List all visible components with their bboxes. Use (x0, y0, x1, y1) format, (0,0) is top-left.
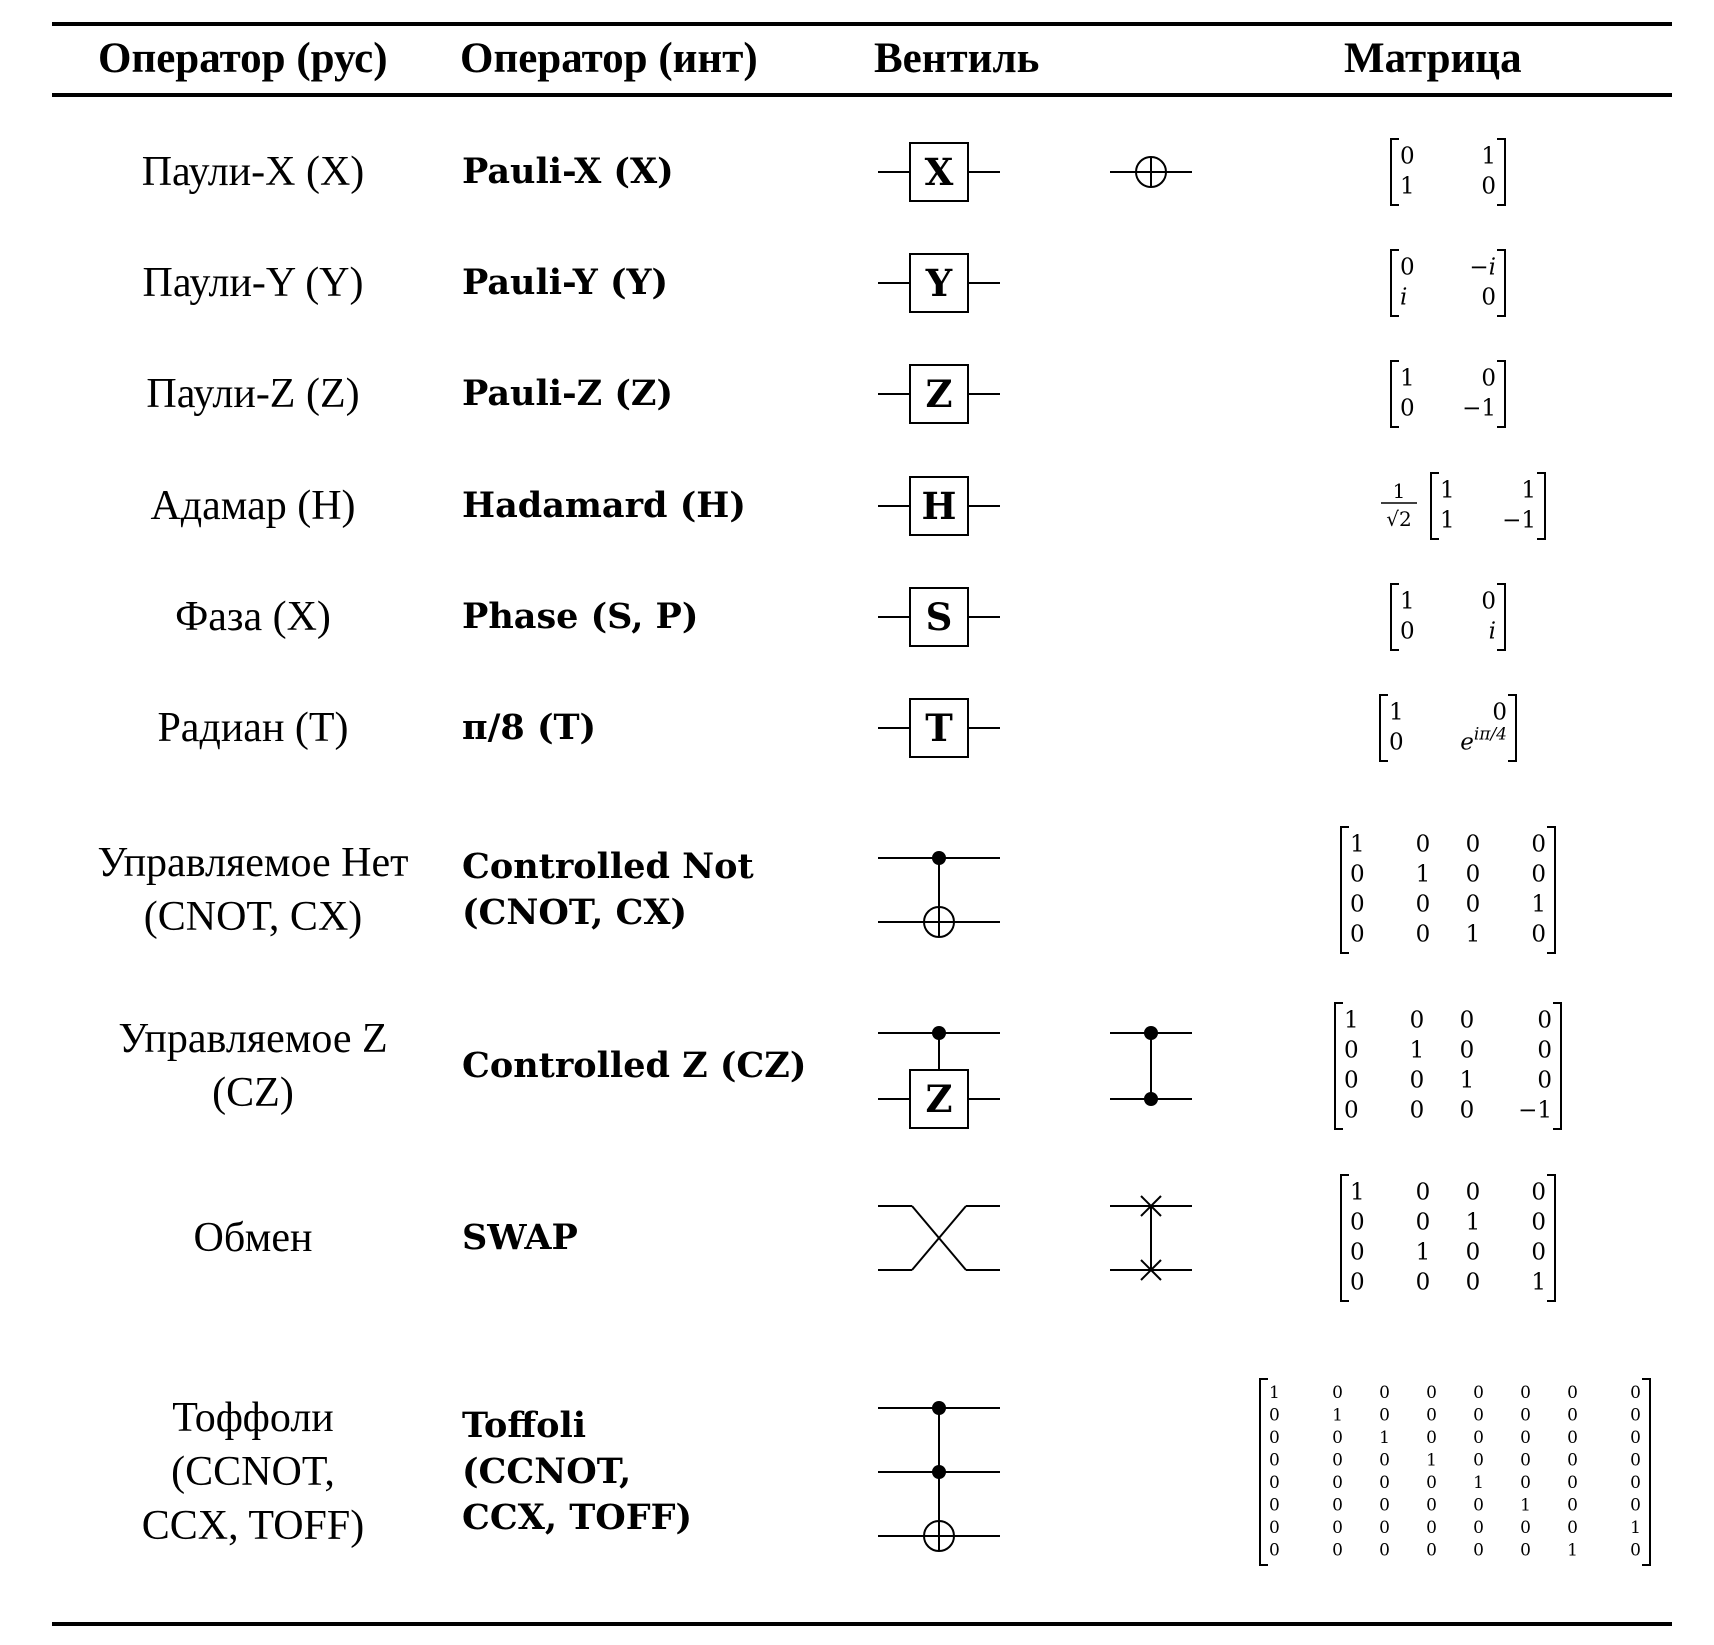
matrix-cell: 0 (1473, 1428, 1484, 1449)
matrix-cell: 1 (1332, 1405, 1343, 1426)
operator-int-line: Pauli-Y (Y) (462, 262, 669, 303)
operator-int-line: Controlled Z (CZ) (462, 1045, 807, 1086)
prefactor-denominator: √2 (1386, 507, 1412, 531)
matrix-cell: 1 (1521, 477, 1536, 504)
matrix-cell: 0 (1350, 861, 1365, 888)
matrix-cell: 1 (1344, 1007, 1359, 1034)
matrix-cell: 1 (1426, 1450, 1437, 1471)
matrix-cell: 1 (1531, 1269, 1546, 1296)
matrix-cell: 0 (1492, 699, 1507, 726)
matrix-cell: 0 (1415, 891, 1431, 918)
control-dot (932, 1465, 946, 1479)
gate-label: Y (925, 261, 953, 305)
matrix-cell: 0 (1567, 1450, 1578, 1471)
matrix-cell: 0 (1520, 1405, 1531, 1426)
operator-ru-line: Паули-Y (Y) (142, 260, 364, 306)
matrix-cell: 1 (1350, 1179, 1365, 1206)
matrix-cell: −i (1469, 254, 1496, 281)
matrix-cell: 0 (1630, 1428, 1641, 1449)
matrix-cell: 0 (1332, 1428, 1343, 1449)
matrix-cell: 0 (1481, 365, 1496, 392)
matrix (1391, 250, 1505, 316)
matrix-cell: 0 (1481, 588, 1496, 615)
alt-gate-cz (1110, 1026, 1192, 1106)
matrix-cell: 0 (1332, 1518, 1343, 1539)
gate-box (878, 365, 1000, 423)
matrix-cell: 0 (1350, 1269, 1365, 1296)
operator-ru-line: Радиан (T) (157, 705, 349, 751)
left-bracket (1260, 1379, 1268, 1565)
alt-gate-swap (1110, 1196, 1192, 1280)
matrix-cell: 0 (1379, 1495, 1390, 1516)
matrix-cell: 0 (1332, 1540, 1343, 1561)
matrix-cell: 0 (1630, 1540, 1641, 1561)
matrix-cell: 0 (1630, 1495, 1641, 1516)
left-bracket (1391, 250, 1399, 316)
operator-int-line: (CCNOT, (462, 1451, 632, 1492)
matrix-cell: $e^{i\pi/4}$ (1460, 724, 1507, 756)
matrix (1391, 139, 1505, 205)
gate-label: Z (925, 372, 953, 416)
matrix-cell: 0 (1426, 1495, 1437, 1516)
matrix-cell: 0 (1332, 1450, 1343, 1471)
operator-ru-line: (CZ) (212, 1070, 294, 1116)
matrix-cell: 0 (1481, 284, 1496, 311)
matrix-cell: 0 (1379, 1518, 1390, 1539)
matrix-cell: 0 (1409, 1067, 1425, 1094)
matrix-cell: 1 (1459, 1067, 1475, 1094)
matrix-cell: 1 (1567, 1540, 1578, 1561)
matrix-cell: 0 (1389, 729, 1404, 756)
matrix-cell: 0 (1465, 1239, 1481, 1266)
right-bracket (1547, 1175, 1555, 1301)
matrix-cell: 1 (1473, 1473, 1484, 1494)
operator-int-line: Phase (S, P) (462, 596, 699, 637)
matrix-cell: 0 (1269, 1473, 1280, 1494)
matrix-cell: 1 (1415, 861, 1431, 888)
matrix-cell: 0 (1481, 173, 1496, 200)
gate-box (878, 588, 1000, 646)
matrix-cell: 1 (1465, 921, 1481, 948)
matrix-cell: 0 (1332, 1383, 1343, 1404)
right-bracket (1547, 827, 1555, 953)
gate-box (910, 254, 968, 312)
gate-box (910, 1070, 968, 1128)
header-matrix: Матрица (1344, 35, 1522, 82)
operator-int-line: π/8 (T) (462, 707, 597, 748)
control-dot (932, 851, 946, 865)
gate-toffoli (878, 1401, 1000, 1551)
matrix-cell: 0 (1630, 1405, 1641, 1426)
matrix-cell: 0 (1350, 1239, 1365, 1266)
gate-label: H (921, 484, 957, 528)
target-icon (1136, 157, 1166, 187)
matrix-cell: 0 (1426, 1428, 1437, 1449)
matrix-cell: 0 (1465, 1179, 1481, 1206)
matrix-cell: 1 (1415, 1239, 1431, 1266)
matrix-cell: 0 (1537, 1007, 1552, 1034)
right-bracket (1537, 473, 1545, 539)
operator-ru-line: Паули-Z (Z) (146, 371, 360, 417)
operator-int-line: Controlled Not (462, 846, 754, 887)
matrix-cell: 0 (1567, 1495, 1578, 1516)
left-bracket (1335, 1003, 1343, 1129)
matrix-cell: 0 (1400, 618, 1415, 645)
matrix-cell: 0 (1531, 1209, 1546, 1236)
matrix-cell: 0 (1426, 1473, 1437, 1494)
operator-ru-line: Фаза (X) (175, 594, 331, 640)
operator-ru-line: (CCNOT, (171, 1449, 335, 1495)
matrix-cell: 0 (1520, 1473, 1531, 1494)
matrix-cell: 1 (1400, 588, 1415, 615)
matrix (1391, 361, 1505, 427)
control-dot (1144, 1092, 1158, 1106)
matrix (1341, 827, 1555, 953)
matrix-cell: 1 (1465, 1209, 1481, 1236)
gate-box (910, 365, 968, 423)
matrix (1380, 695, 1516, 761)
left-bracket (1380, 695, 1388, 761)
matrix-cell: 0 (1465, 861, 1481, 888)
matrix-cell: 0 (1379, 1473, 1390, 1494)
right-bracket (1497, 139, 1505, 205)
matrix-cell: 0 (1400, 395, 1415, 422)
operator-int-line: SWAP (462, 1217, 578, 1258)
matrix-cell: 0 (1415, 1179, 1431, 1206)
left-bracket (1341, 827, 1349, 953)
matrix-cell: 0 (1465, 1269, 1481, 1296)
matrix-cell: 0 (1630, 1383, 1641, 1404)
matrix-cell: 0 (1567, 1405, 1578, 1426)
operator-int-line: CCX, TOFF) (462, 1497, 693, 1538)
gate-box (910, 477, 968, 535)
gate-box (878, 699, 1000, 757)
matrix-cell: 0 (1269, 1540, 1280, 1561)
matrix-cell: 0 (1567, 1383, 1578, 1404)
gate-label: S (925, 595, 953, 639)
matrix-cell: 0 (1426, 1405, 1437, 1426)
matrix-cell: 1 (1379, 1428, 1390, 1449)
matrix-cell: 0 (1630, 1473, 1641, 1494)
matrix-cell: 0 (1415, 831, 1431, 858)
matrix-cell: 0 (1520, 1518, 1531, 1539)
matrix-cell: 1 (1389, 699, 1404, 726)
left-bracket (1431, 473, 1439, 539)
matrix-cell: 0 (1520, 1540, 1531, 1561)
matrix-cell: 0 (1531, 831, 1546, 858)
matrix-cell: 0 (1332, 1473, 1343, 1494)
right-bracket (1497, 584, 1505, 650)
operator-ru-line: Тоффоли (172, 1395, 334, 1441)
matrix-cell: i (1400, 284, 1408, 311)
operator-ru-line: Паули-X (X) (141, 149, 365, 195)
matrix-cell: 1 (1481, 143, 1496, 170)
matrix-cell: 0 (1269, 1428, 1280, 1449)
matrix-cell: 0 (1537, 1037, 1552, 1064)
matrix (1260, 1379, 1650, 1565)
header-operator-ru: Оператор (рус) (98, 35, 388, 82)
matrix-cell: 0 (1531, 861, 1546, 888)
gate-box (878, 143, 1000, 201)
matrix-cell: 0 (1531, 921, 1546, 948)
control-dot (932, 1401, 946, 1415)
matrix-cell: 0 (1379, 1450, 1390, 1471)
matrix-cell: 0 (1567, 1428, 1578, 1449)
gate-box (878, 254, 1000, 312)
gate-label: T (925, 706, 953, 750)
matrix-cell: 0 (1332, 1495, 1343, 1516)
matrix-cell: 1 (1630, 1518, 1641, 1539)
matrix-cell: 0 (1473, 1540, 1484, 1561)
matrix-cell: 0 (1473, 1405, 1484, 1426)
matrix-cell: 0 (1400, 254, 1415, 281)
operator-int-line: Hadamard (H) (462, 485, 746, 526)
operator-ru-line: Управляемое Нет (97, 840, 409, 886)
matrix-cell: 0 (1473, 1450, 1484, 1471)
right-bracket (1642, 1379, 1650, 1565)
matrix-cell: 0 (1520, 1450, 1531, 1471)
operator-int-line: Pauli-Z (Z) (462, 373, 674, 414)
operator-ru-line: Адамар (H) (150, 483, 356, 529)
header-operator-int: Оператор (инт) (460, 35, 758, 82)
alt-gate-target (1110, 157, 1192, 187)
operator-ru-line: (CNOT, CX) (143, 894, 363, 940)
matrix-cell: 1 (1400, 173, 1415, 200)
left-bracket (1391, 139, 1399, 205)
gate-box (910, 143, 968, 201)
target-icon (924, 1521, 954, 1551)
matrix-cell: 0 (1269, 1405, 1280, 1426)
matrix-cell: −1 (1462, 395, 1496, 422)
matrix-cell: 0 (1459, 1097, 1475, 1124)
matrix-cell: 1 (1531, 891, 1546, 918)
matrix-cell: 1 (1400, 365, 1415, 392)
matrix-cell: 0 (1531, 1239, 1546, 1266)
matrix-cell: 0 (1415, 921, 1431, 948)
matrix-cell: 0 (1426, 1383, 1437, 1404)
matrix-cell: 0 (1379, 1405, 1390, 1426)
matrix-cell: 1 (1520, 1495, 1531, 1516)
matrix-cell: 0 (1409, 1007, 1425, 1034)
control-dot (932, 1026, 946, 1040)
right-bracket (1553, 1003, 1561, 1129)
matrix-cell: 1 (1269, 1383, 1280, 1404)
matrix-cell: 0 (1400, 143, 1415, 170)
matrix-cell: 0 (1269, 1450, 1280, 1471)
matrix-cell: 0 (1350, 921, 1365, 948)
matrix-cell: 0 (1473, 1383, 1484, 1404)
matrix-cell: 0 (1269, 1495, 1280, 1516)
matrix (1391, 584, 1505, 650)
matrix-cell: 0 (1465, 891, 1481, 918)
matrix-cell: 1 (1440, 477, 1455, 504)
prefactor-numerator: 1 (1392, 479, 1406, 503)
matrix-cell: 0 (1426, 1518, 1437, 1539)
control-dot (1144, 1026, 1158, 1040)
header-gate: Вентиль (874, 35, 1040, 82)
matrix-cell: 0 (1473, 1518, 1484, 1539)
gate-box (878, 477, 1000, 535)
matrix-cell: 0 (1630, 1450, 1641, 1471)
matrix-cell: 0 (1350, 1209, 1365, 1236)
gate-label: X (924, 150, 954, 194)
matrix-cell: 0 (1350, 891, 1365, 918)
gate-box (910, 588, 968, 646)
matrix-cell: −1 (1518, 1097, 1552, 1124)
right-bracket (1497, 250, 1505, 316)
gate-box (910, 699, 968, 757)
matrix-cell: 0 (1473, 1495, 1484, 1516)
target-icon (924, 907, 954, 937)
operator-int-line: Toffoli (462, 1405, 587, 1446)
matrix-cell: 0 (1415, 1269, 1431, 1296)
matrix-cell: 1 (1409, 1037, 1425, 1064)
operator-ru-line: Обмен (193, 1215, 313, 1261)
matrix-cell: 0 (1567, 1473, 1578, 1494)
matrix-cell: 0 (1344, 1037, 1359, 1064)
matrix-cell: −1 (1502, 507, 1536, 534)
matrix-cell: 1 (1440, 507, 1455, 534)
matrix-cell: 0 (1426, 1540, 1437, 1561)
gate-label: Z (925, 1077, 953, 1121)
operator-ru-line: Управляемое Z (118, 1016, 388, 1062)
matrix-cell: 0 (1269, 1518, 1280, 1539)
matrix-cell: 0 (1531, 1179, 1546, 1206)
left-bracket (1391, 584, 1399, 650)
matrix-cell: 0 (1344, 1067, 1359, 1094)
right-bracket (1508, 695, 1516, 761)
matrix-cell: 0 (1379, 1540, 1390, 1561)
operator-int-line: Pauli-X (X) (462, 151, 674, 192)
matrix-cell: 0 (1567, 1518, 1578, 1539)
matrix-cell: 0 (1465, 831, 1481, 858)
gate-cz (878, 1026, 1000, 1128)
gate-swap (878, 1206, 1000, 1270)
matrix-cell: 0 (1537, 1067, 1552, 1094)
matrix-cell: 0 (1415, 1209, 1431, 1236)
matrix-cell: 0 (1409, 1097, 1425, 1124)
matrix (1341, 1175, 1555, 1301)
operator-int-line: (CNOT, CX) (462, 892, 688, 933)
left-bracket (1341, 1175, 1349, 1301)
operator-ru-line: CCX, TOFF) (141, 1503, 365, 1549)
matrix-cell: 0 (1459, 1007, 1475, 1034)
matrix-cell: 0 (1459, 1037, 1475, 1064)
matrix-cell: 0 (1379, 1383, 1390, 1404)
matrix-cell: 0 (1520, 1428, 1531, 1449)
matrix-cell: 1 (1350, 831, 1365, 858)
matrix-cell: 0 (1520, 1383, 1531, 1404)
gate-cnot (878, 851, 1000, 937)
matrix-cell: i (1488, 618, 1496, 645)
matrix (1335, 1003, 1561, 1129)
right-bracket (1497, 361, 1505, 427)
matrix-cell: 0 (1344, 1097, 1359, 1124)
left-bracket (1391, 361, 1399, 427)
matrix (1381, 473, 1545, 539)
